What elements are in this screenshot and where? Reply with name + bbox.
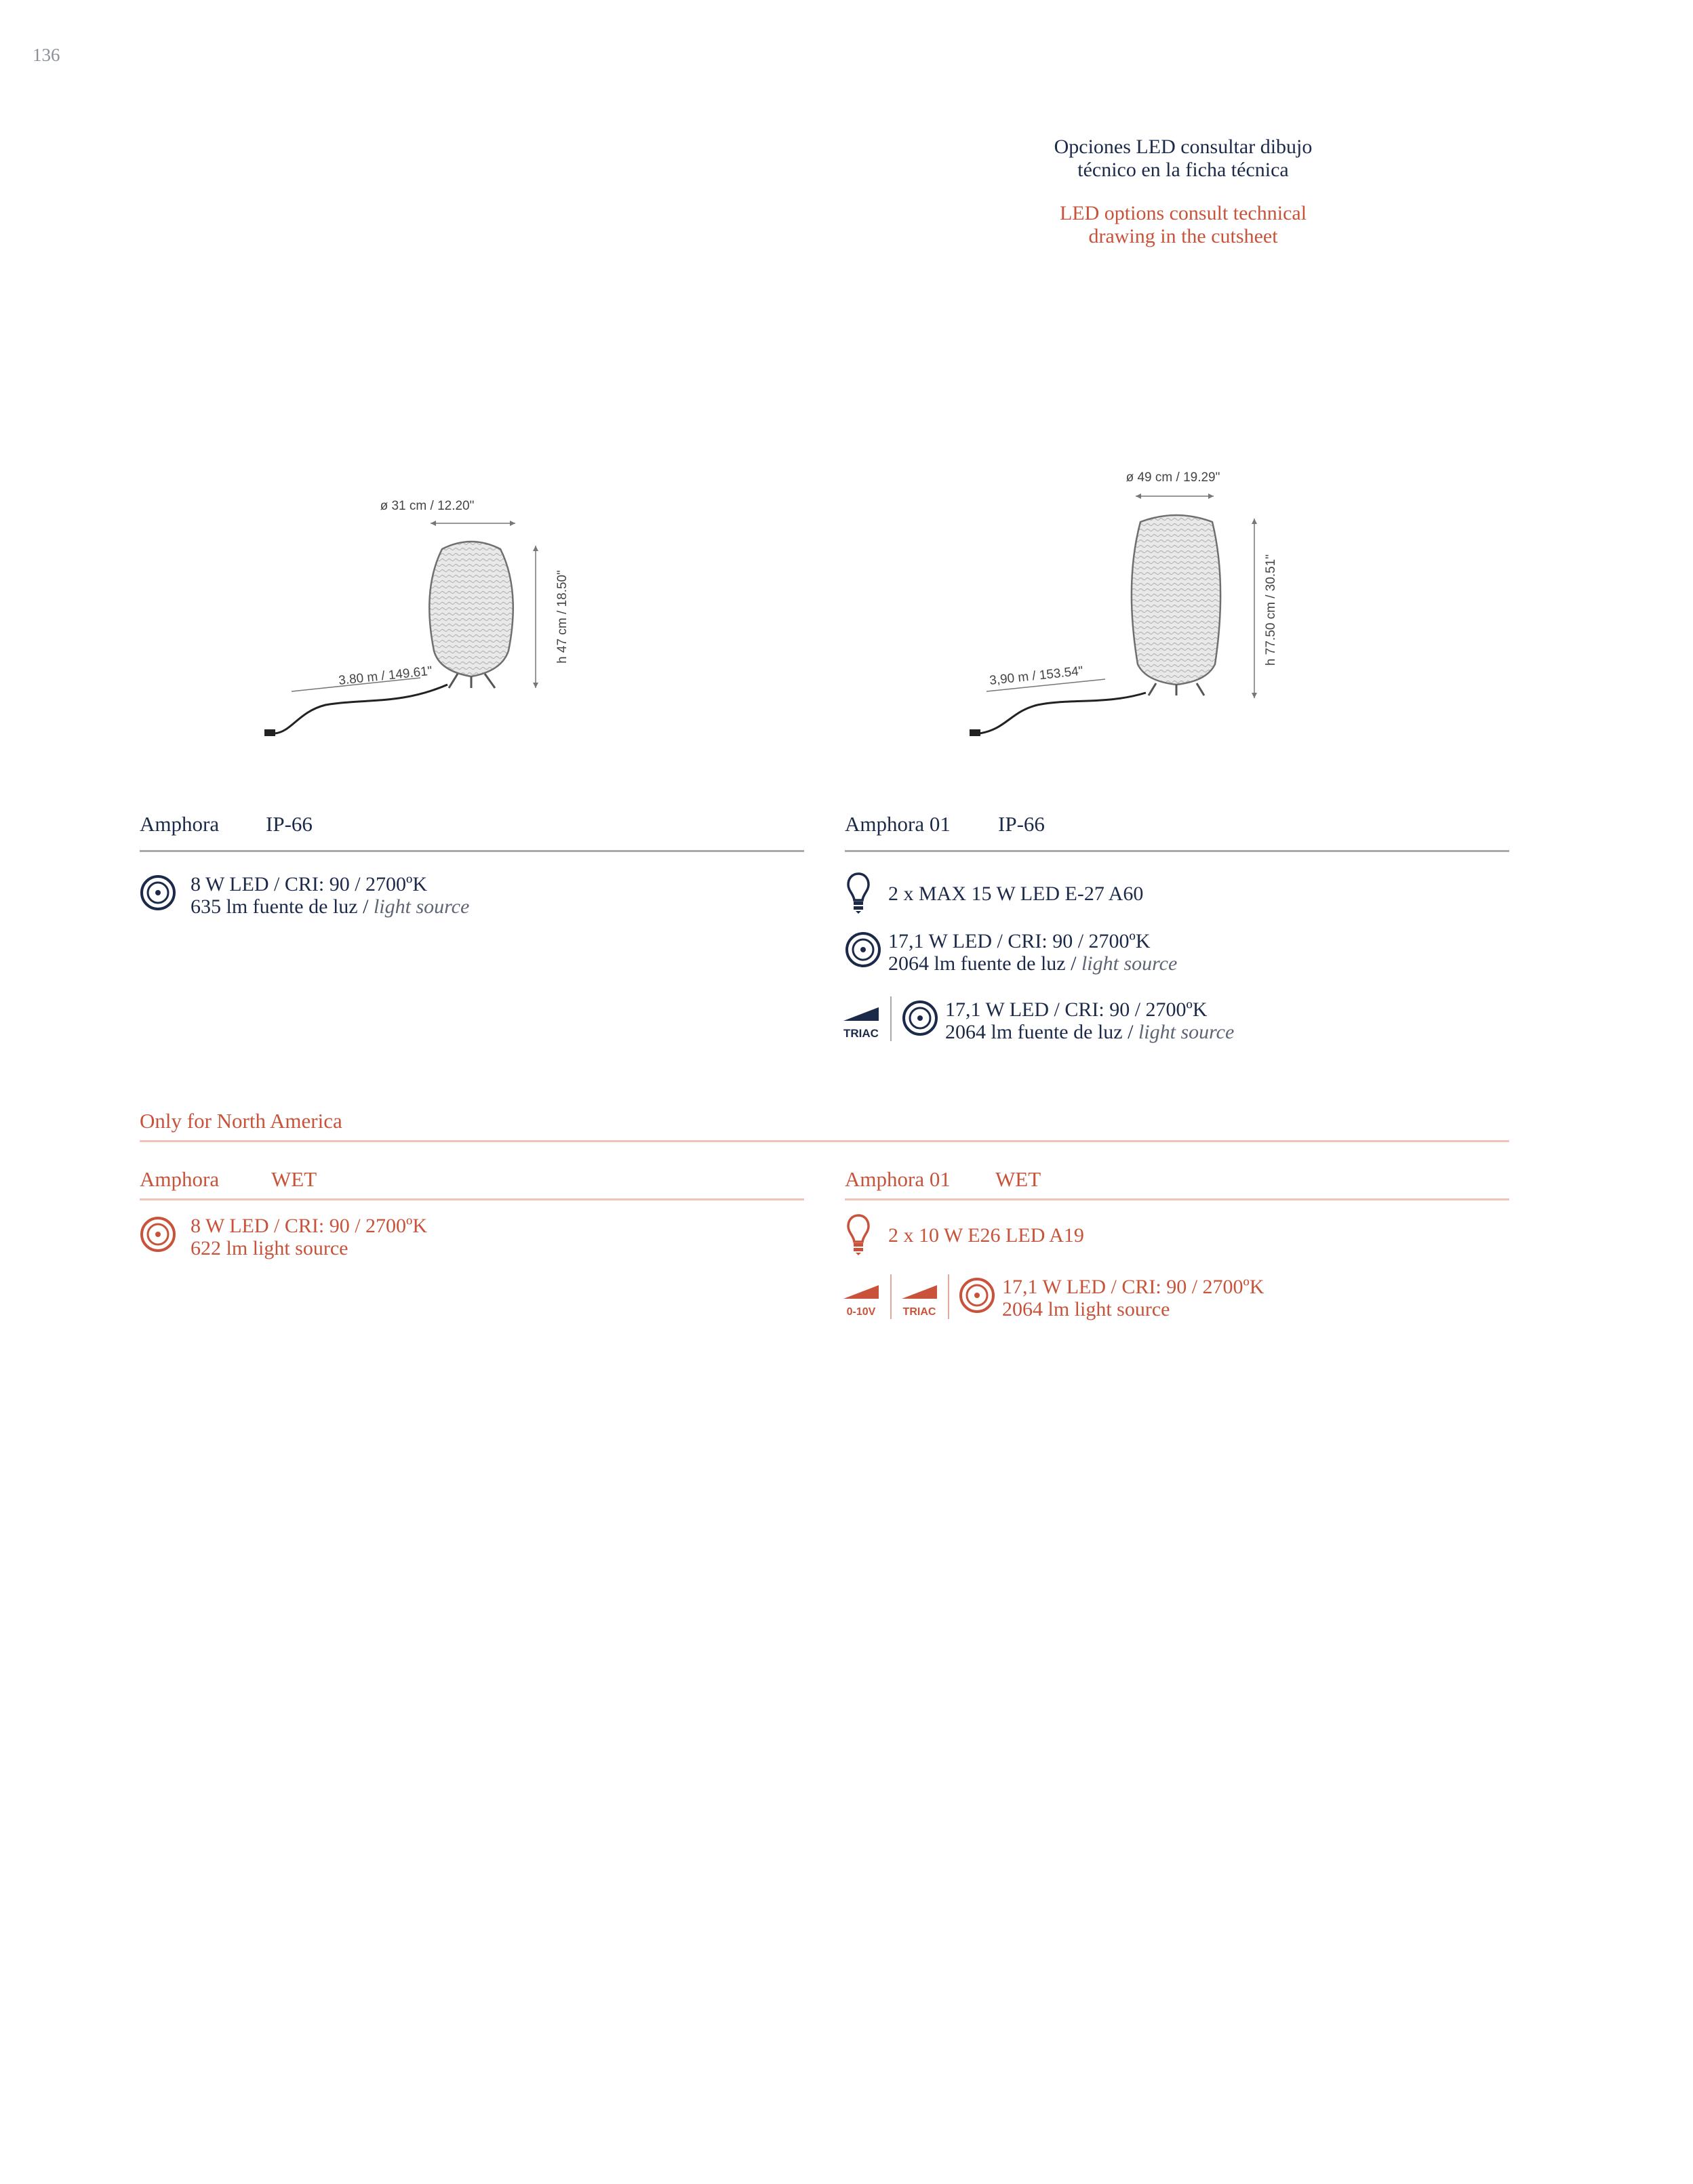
amphora-diameter-label: ø 31 cm / 12.20"	[380, 499, 475, 513]
na-amphora-spec-1-line-1: 8 W LED / CRI: 90 / 2700ºK	[191, 1215, 428, 1237]
amphora-01-technical-drawing	[970, 468, 1288, 752]
amphora-rule	[140, 850, 804, 852]
amphora-01-spec-3-line-2-italic: light source	[1138, 1021, 1235, 1043]
na-amphora-01-spec-2-line-2: 2064 lm light source	[1002, 1298, 1170, 1320]
0-10v-label: 0-10V	[846, 1306, 876, 1318]
na-amphora-01-rating: WET	[995, 1167, 1041, 1191]
na-amphora-rule	[140, 1198, 804, 1200]
led-disc-icon	[959, 1277, 995, 1314]
triac-dimmer-icon	[841, 1002, 881, 1040]
amphora-technical-drawing	[264, 481, 583, 752]
0-10v-dimmer-icon	[841, 1280, 881, 1318]
amphora-01-spec-2-line-2-italic: light source	[1081, 952, 1178, 975]
na-amphora-spec-1	[191, 1215, 427, 1259]
note-es-line-1: Opciones LED consultar dibujo	[1054, 136, 1313, 158]
amphora-01-name: Amphora 01	[845, 812, 951, 836]
led-disc-icon	[902, 1000, 938, 1036]
amphora-01-cable-label: 3,90 m / 153.54"	[989, 664, 1084, 688]
note-en-line-2: drawing in the cutsheet	[1088, 225, 1278, 247]
bulb-icon	[846, 872, 871, 914]
triac-dimmer-icon	[899, 1280, 940, 1318]
separator	[890, 996, 892, 1041]
na-amphora-01-name: Amphora 01	[845, 1167, 951, 1191]
amphora-height-label: h 47 cm / 18.50"	[555, 570, 570, 664]
amphora-01-spec-3-line-1: 17,1 W LED / CRI: 90 / 2700ºK	[945, 998, 1208, 1021]
led-options-note-en	[939, 202, 1427, 248]
amphora-01-diameter-label: ø 49 cm / 19.29"	[1126, 470, 1220, 485]
amphora-01-height-label: h 77.50 cm / 30.51"	[1264, 554, 1278, 666]
amphora-spec-1-line-2: 635 lm fuente de luz /	[191, 895, 374, 918]
triac-label: TRIAC	[902, 1306, 936, 1318]
amphora-01-spec-2-line-1: 17,1 W LED / CRI: 90 / 2700ºK	[888, 930, 1151, 952]
separator	[890, 1274, 892, 1319]
na-amphora-rating: WET	[271, 1167, 317, 1191]
amphora-rating: IP-66	[266, 812, 313, 836]
amphora-spec-1	[191, 873, 469, 918]
na-amphora-name: Amphora	[140, 1167, 220, 1191]
amphora-01-spec-2	[888, 930, 1177, 975]
na-amphora-spec-1-line-2: 622 lm light source	[191, 1237, 348, 1259]
amphora-01-rating: IP-66	[998, 812, 1045, 836]
north-america-title: Only for North America	[140, 1109, 342, 1133]
amphora-01-spec-3	[945, 998, 1234, 1043]
na-amphora-01-spec-2-line-1: 17,1 W LED / CRI: 90 / 2700ºK	[1002, 1276, 1264, 1298]
amphora-01-lamp-drawing	[970, 468, 1288, 752]
amphora-01-spec-3-line-2: 2064 lm fuente de luz /	[945, 1021, 1138, 1043]
amphora-name: Amphora	[140, 812, 220, 836]
led-disc-icon	[140, 1216, 176, 1253]
led-disc-icon	[845, 931, 881, 968]
amphora-lamp-drawing	[264, 481, 583, 752]
bulb-icon	[846, 1213, 871, 1255]
amphora-spec-1-line-2-italic: light source	[373, 895, 470, 918]
led-disc-icon	[140, 874, 176, 911]
amphora-01-rule	[845, 850, 1509, 852]
amphora-01-spec-2-line-2: 2064 lm fuente de luz /	[888, 952, 1081, 975]
amphora-spec-1-line-1: 8 W LED / CRI: 90 / 2700ºK	[191, 873, 428, 895]
amphora-cable-label: 3.80 m / 149.61"	[338, 664, 433, 688]
na-amphora-01-spec-2	[1002, 1276, 1264, 1320]
led-options-note-es	[939, 136, 1427, 182]
page-number: 136	[33, 45, 60, 65]
na-amphora-01-spec-1: 2 x 10 W E26 LED A19	[888, 1224, 1084, 1247]
note-en-line-1: LED options consult technical	[1059, 202, 1307, 224]
note-es-line-2: técnico en la ficha técnica	[1077, 159, 1289, 181]
separator	[948, 1274, 949, 1319]
amphora-01-spec-1: 2 x MAX 15 W LED E-27 A60	[888, 883, 1144, 905]
north-america-rule	[140, 1140, 1509, 1142]
na-amphora-01-rule	[845, 1198, 1509, 1200]
triac-label: TRIAC	[843, 1027, 879, 1040]
